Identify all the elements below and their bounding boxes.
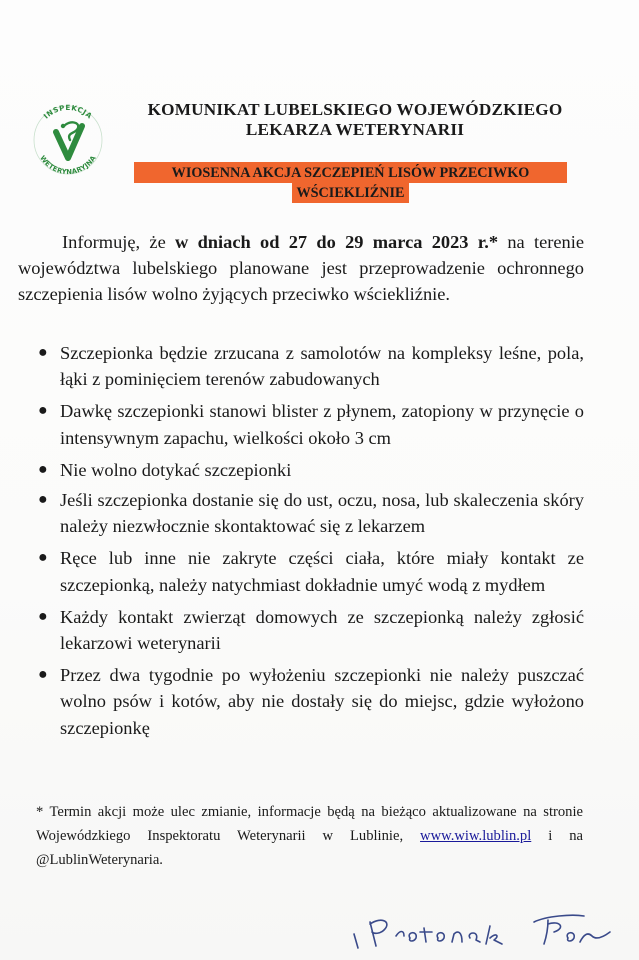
bullet-icon: ● — [38, 402, 48, 420]
bullet-icon: ● — [38, 666, 48, 684]
intro-paragraph — [18, 229, 584, 308]
banner-line-1: WIOSENNA AKCJA SZCZEPIEŃ LISÓW PRZECIWKO — [134, 162, 567, 183]
list-item: ● Przez dwa tygodnie po wyłożeniu szczepionki nie należy puszczać wolno psów i kotów, aby nie dostały się do miejsc, gdzie wyłożono szczepionkę — [18, 662, 584, 741]
title-line-1: KOMUNIKAT LUBELSKIEGO WOJEWÓDZKIEGO — [147, 100, 563, 119]
instructions-list — [18, 340, 584, 747]
bullet-icon: ● — [38, 344, 48, 361]
website-link[interactable]: www.wiw.lublin.pl — [420, 828, 532, 844]
list-item: ● Ręce lub inne nie zakryte części ciała, które miały kontakt ze szczepionką, należy natychmiast dokładnie umyć wodą z mydłem — [18, 545, 584, 597]
intro-text-part2: na terenie województwa lubelskiego planowane jest przeprowadzenie ochronnego szczepienia lisów wolno żyjących przeciwko wściekliźnie. — [18, 232, 584, 305]
intro-date-bold: w dniach od 27 do 29 marca 2023 r.* — [175, 232, 499, 252]
list-item: ● Nie wolno dotykać szczepionki — [18, 457, 584, 483]
list-item: ● Szczepionka będzie zrzucana z samolotów na kompleksy leśne, pola, łąki z pominięciem terenów zabudowanych — [18, 340, 584, 392]
intro-text-part1: Informuję, że — [62, 232, 176, 252]
handwritten-signature — [340, 886, 620, 956]
svg-text:WETERYNARYJNA: WETERYNARYJNA — [38, 154, 98, 177]
footnote-text-2: i na @LublinWeterynaria. — [36, 828, 583, 868]
highlighted-banner — [134, 162, 567, 203]
bullet-icon: ● — [38, 491, 48, 509]
list-item: ● Jeśli szczepionka dostanie się do ust, oczu, nosa, lub skaleczenia skóry należy niezwłocznie skontaktować się z lekarzem — [18, 487, 584, 539]
bullet-icon: ● — [38, 607, 48, 625]
footnote-text-1: * Termin akcji może ulec zmianie, informacje będą na bieżąco aktualizowane na stronie Wojewódzkiego Inspektoratu Weterynarii w Lublinie, — [36, 804, 583, 844]
bullet-icon: ● — [38, 549, 48, 567]
footnote — [36, 800, 583, 872]
svg-text:INSPEKCJA: INSPEKCJA — [41, 102, 95, 121]
bullet-icon: ● — [38, 460, 48, 478]
banner-line-2: WŚCIEKLIŹNIE — [292, 183, 408, 203]
document-title — [120, 100, 590, 140]
list-item: ● Każdy kontakt zwierząt domowych ze szczepionką należy zgłosić lekarzowi weterynarii — [18, 604, 584, 656]
title-line-2: LEKARZA WETERYNARII — [245, 120, 465, 139]
veterinary-inspection-logo — [26, 96, 110, 180]
list-item: ● Dawkę szczepionki stanowi blister z płynem, zatopiony w przynęcie o intensywnym zapachu, wielkości około 3 cm — [18, 398, 584, 450]
